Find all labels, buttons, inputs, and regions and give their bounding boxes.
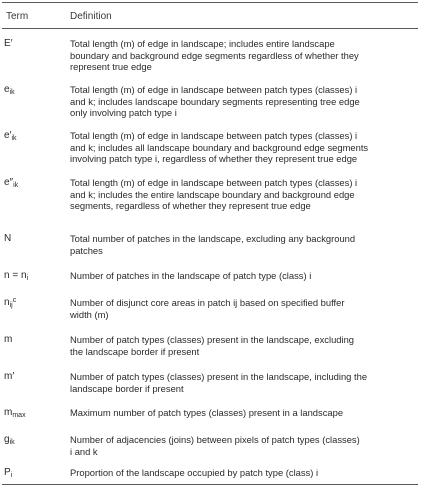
- definition-cell: [70, 130, 416, 165]
- definition-line: patches: [70, 244, 103, 256]
- column-header-definition: Definition: [70, 11, 112, 22]
- definition-line: Number of adjacencies (joins) between pixels of patch types (classes): [70, 434, 360, 445]
- column-header-term: Term: [6, 11, 29, 22]
- definition-cell: [70, 334, 416, 357]
- term-cell: $n = n_i$: [4, 270, 29, 282]
- definition-line: Total number of patches in the landscape, excluding any background: [70, 233, 356, 244]
- definition-line: i and k: [70, 445, 98, 457]
- definition-line: and k; includes all landscape boundary and background edge segments: [70, 141, 369, 153]
- definition-line: involving patch type i, regardless of whether they represent true edge: [70, 153, 358, 164]
- term-cell: $m_{max}$: [4, 407, 26, 419]
- definition-line: and k; includes the entire landscape boundary and background edge: [70, 188, 355, 200]
- definition-cell: [70, 467, 416, 479]
- definition-line: only involving patch type i: [70, 107, 177, 118]
- definition-line: Maximum number of patch types (classes) present in a landscape: [70, 407, 344, 418]
- definition-line: Total length (m) of edge in landscape between patch types (classes) i: [70, 130, 358, 141]
- definition-cell: [70, 84, 416, 119]
- definition-cell: [70, 297, 416, 320]
- term-cell: $e'_{ik}$: [4, 130, 17, 142]
- table-bottom-rule: [2, 484, 418, 485]
- term-cell: $P_i$: [4, 467, 13, 479]
- definition-line: Total length (m) of edge in landscape; includes entire landscape: [70, 38, 335, 49]
- term-cell: N: [4, 233, 12, 244]
- term-cell: m: [4, 334, 13, 345]
- term-cell: $n_{ij}^c$: [4, 297, 17, 309]
- definition-line: Number of patch types (classes) present in the landscape, including the: [70, 371, 368, 382]
- term-cell: E′: [4, 38, 13, 49]
- definition-line: landscape border if present: [70, 382, 184, 394]
- definition-line: segments, regardless of whether they represent true edge: [70, 200, 311, 211]
- definition-cell: [70, 177, 416, 212]
- definition-line: Number of patches in the landscape of patch type (class) i: [70, 270, 312, 281]
- definition-cell: [70, 434, 416, 457]
- definition-line: Number of disjunct core areas in patch ij based on specified buffer: [70, 297, 345, 308]
- term-cell: m′: [4, 371, 15, 382]
- term-cell: $e_{ik}$: [4, 84, 15, 96]
- definition-line: the landscape border if present: [70, 345, 200, 357]
- table-top-rule: [2, 2, 418, 3]
- definition-line: and k; includes landscape boundary segments representing tree edge: [70, 95, 360, 107]
- term-cell: $g_{ik}$: [4, 434, 15, 446]
- definition-cell: [70, 371, 416, 394]
- definition-cell: [70, 407, 416, 419]
- definition-cell: [70, 270, 416, 282]
- definition-line: boundary and background edge segments regardless of whether they: [70, 49, 359, 61]
- definition-line: Number of patch types (classes) present in the landscape, excluding: [70, 334, 355, 345]
- definition-cell: [70, 233, 416, 256]
- definition-line: Total length (m) of edge in landscape between patch types (classes) i: [70, 177, 358, 188]
- table-header-rule: [2, 28, 418, 29]
- definition-line: represent true edge: [70, 61, 152, 72]
- definition-line: width (m): [70, 308, 109, 320]
- definition-cell: [70, 38, 416, 73]
- definition-line: Total length (m) of edge in landscape between patch types (classes) i: [70, 84, 358, 95]
- term-cell: $e''_{ik}$: [4, 177, 19, 189]
- definition-line: Proportion of the landscape occupied by patch type (class) i: [70, 467, 319, 478]
